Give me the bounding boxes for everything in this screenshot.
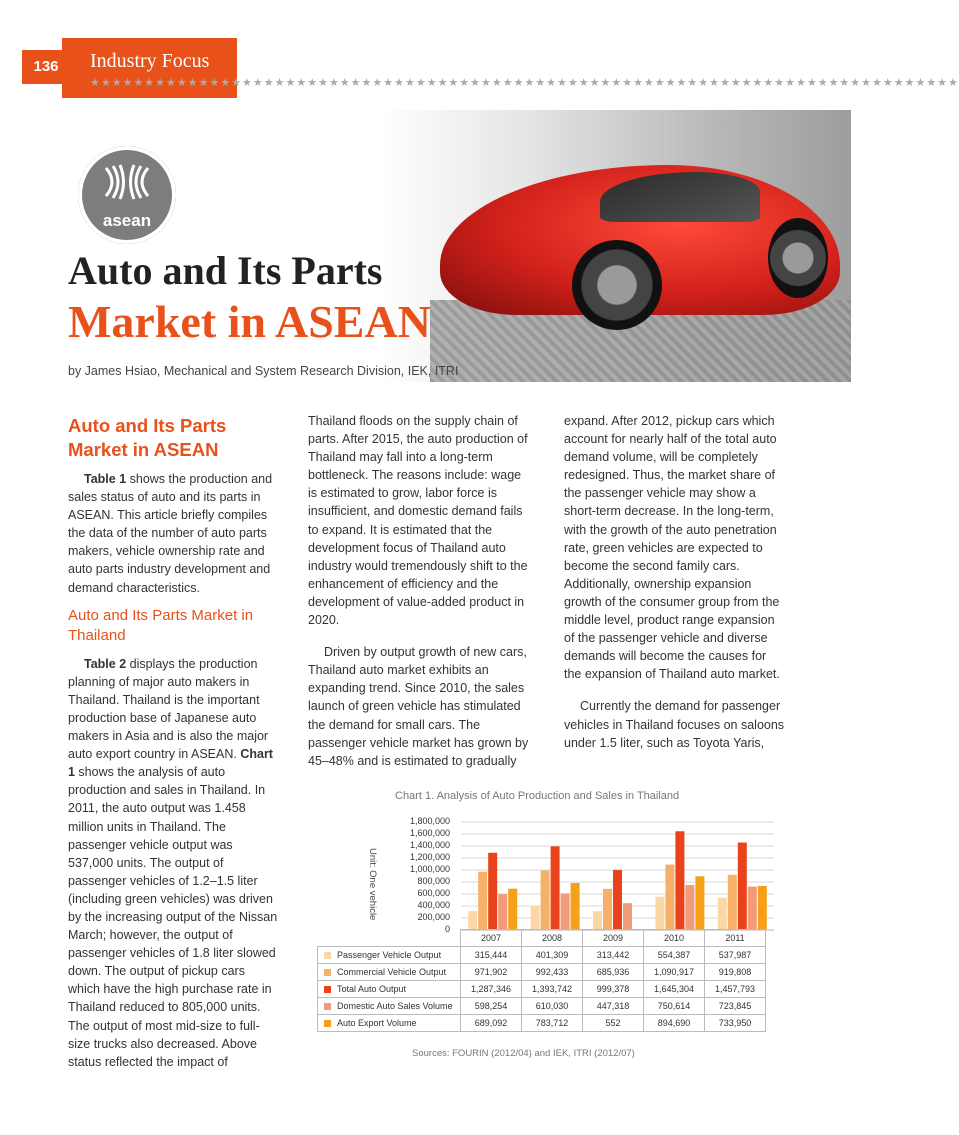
bar-commercial-vehicle-output-2007 [478, 872, 487, 930]
data-label: 999,378 [583, 981, 644, 998]
section-heading: Auto and Its Parts Market in ASEAN [68, 415, 227, 460]
data-label: 919,808 [705, 964, 766, 981]
bar-commercial-vehicle-output-2011 [728, 875, 737, 930]
table-row [318, 981, 766, 998]
paragraph: Table 1 shows the production and sales status of auto and its parts in ASEAN. This article briefly compiles the data of the number of auto parts makers, vehicle ownership rate and auto parts industry development and demand characteristics. [68, 472, 273, 595]
x-tick-label: 2011 [705, 930, 766, 947]
bar-passenger-vehicle-output-2007 [468, 911, 477, 930]
data-label: 1,393,742 [522, 981, 583, 998]
bar-passenger-vehicle-output-2008 [531, 906, 540, 930]
data-label: 971,902 [461, 964, 522, 981]
star-divider: ★★★★★★★★★★★★★★★★★★★★★★★★★★★★★★★★★★★★★★★★★★★★★★★★★★★★★★★★★★★★★★★★★★★★★★★★★★★★★★★★ [90, 77, 959, 89]
data-label: 401,309 [522, 947, 583, 964]
bar-total-auto-output-2010 [675, 831, 684, 930]
article-title-line2: Market in ASEAN [68, 296, 431, 347]
data-label: 1,645,304 [644, 981, 705, 998]
data-label: 315,444 [461, 947, 522, 964]
data-label: 313,442 [583, 947, 644, 964]
data-label: 723,845 [705, 998, 766, 1015]
table-row [318, 998, 766, 1015]
data-label: 894,690 [644, 1015, 705, 1032]
y-axis-label: Unit: One vehicle [367, 848, 378, 921]
legend-label: Auto Export Volume [337, 1018, 417, 1028]
paragraph: Currently the demand for passenger vehicles in Thailand focuses on saloons under 1.5 liter, such as Toyota Yaris, [564, 699, 785, 750]
y-tick-label: 400,000 [417, 900, 450, 910]
legend-swatch [324, 986, 331, 993]
table-row [318, 1015, 766, 1032]
bar-domestic-auto-sales-volume-2007 [498, 894, 507, 930]
byline: by James Hsiao, Mechanical and System Research Division, IEK, ITRI [68, 364, 459, 378]
data-label: 992,433 [522, 964, 583, 981]
bar-auto-export-volume-2010 [695, 876, 704, 930]
article-title-line1: Auto and Its Parts [68, 248, 383, 293]
y-tick-label: 200,000 [417, 912, 450, 922]
legend-swatch [324, 1020, 331, 1027]
column-1 [68, 414, 280, 1071]
data-label: 447,318 [583, 998, 644, 1015]
table-row [318, 964, 766, 981]
chart-sources: Sources: FOURIN (2012/04) and IEK, ITRI (2012/07) [412, 1048, 635, 1059]
bar-passenger-vehicle-output-2009 [593, 911, 602, 930]
subsection-heading: Auto and Its Parts Market in Thailand [68, 606, 254, 645]
bar-domestic-auto-sales-volume-2011 [748, 887, 757, 930]
data-label: 733,950 [705, 1015, 766, 1032]
bar-commercial-vehicle-output-2008 [541, 870, 550, 930]
car-wheel-rear [768, 218, 828, 298]
paragraph: Thailand floods on the supply chain of parts. After 2015, the auto production of Thailand may fall into a long-term bottleneck. The reasons include: wage is estimated to grow, labor force is insufficient, and domestic demand fails to expand. It is estimated that the development focus of Thailand auto industry would tremendously shift to the enhancement of efficiency and the development of value-added product in 2020. [308, 414, 528, 628]
bar-auto-export-volume-2011 [758, 886, 767, 930]
legend-label: Passenger Vehicle Output [337, 950, 442, 960]
bar-chart [462, 820, 774, 930]
legend-label: Commercial Vehicle Output [337, 967, 447, 977]
y-tick-label: 600,000 [417, 888, 450, 898]
data-label: 750,614 [644, 998, 705, 1015]
bar-passenger-vehicle-output-2011 [718, 898, 727, 930]
paragraph: Table 2 displays the production planning of major auto makers in Thailand. Thailand is the important production base of Japanese auto makers in Asia and is also the major auto export country in ASEAN. Chart 1 shows the analysis of auto production and sales in Thailand. In 2011, the auto output was 1.458 million units in Thailand. The passenger vehicle output was 537,000 units. The output of passenger vehicles of 1.2–1.5 liter (including green vehicles) was driven by the increasing output of the Nissan March; however, the output of passenger vehicles of 1.8 liter slowed down. The output of pickup cars which have the high purchase rate in Thailand reduced to 805,000 units. The output of most mid-size to full-size trucks also decreased. Above status reflected the impact of [68, 656, 278, 1069]
data-label: 552 [583, 1015, 644, 1032]
y-tick-label: 1,000,000 [409, 864, 450, 874]
data-label: 685,936 [583, 964, 644, 981]
bar-commercial-vehicle-output-2010 [665, 865, 674, 930]
table-row [318, 947, 766, 964]
bar-commercial-vehicle-output-2009 [603, 889, 612, 930]
data-label: 1,457,793 [705, 981, 766, 998]
legend-label: Total Auto Output [337, 984, 407, 994]
bar-auto-export-volume-2008 [571, 883, 580, 930]
data-label: 1,090,917 [644, 964, 705, 981]
y-tick-label: 1,200,000 [409, 852, 450, 862]
bar-total-auto-output-2011 [738, 843, 747, 930]
paragraph: expand. After 2012, pickup cars which account for nearly half of the total auto demand volume, will be completely redesigned. Thus, the market share of the passenger vehicle may show a short-term decrease. In the long-term, with the growth of the auto penetration rate, green vehicles are expected to become the second family cars. Additionally, ownership expansion growth of the consumer group from the middle level, product range expansion of the passenger vehicle and diverse demands will become the causes for the expansion of Thailand auto market. [564, 414, 780, 682]
section-label: Industry Focus [90, 50, 210, 72]
data-label: 689,092 [461, 1015, 522, 1032]
data-label: 537,987 [705, 947, 766, 964]
legend-swatch [324, 1003, 331, 1010]
y-tick-label: 1,400,000 [409, 840, 450, 850]
bar-domestic-auto-sales-volume-2010 [685, 885, 694, 930]
legend-swatch [324, 969, 331, 976]
y-tick-label: 1,800,000 [409, 816, 450, 826]
x-tick-label: 2010 [644, 930, 705, 947]
bar-total-auto-output-2007 [488, 853, 497, 930]
x-tick-label: 2008 [522, 930, 583, 947]
column-3 [564, 412, 786, 752]
bar-passenger-vehicle-output-2010 [655, 897, 664, 930]
y-tick-label: 0 [444, 924, 450, 934]
bar-total-auto-output-2009 [613, 870, 622, 930]
column-2 [308, 412, 533, 770]
chart-title: Chart 1. Analysis of Auto Production and Sales in Thailand [395, 790, 680, 802]
legend-swatch [324, 952, 331, 959]
car-wheel-front [572, 240, 662, 330]
bar-auto-export-volume-2007 [508, 889, 517, 930]
page-number: 136 [22, 50, 70, 84]
data-label: 598,254 [461, 998, 522, 1015]
data-label: 783,712 [522, 1015, 583, 1032]
legend-label: Domestic Auto Sales Volume [337, 1001, 453, 1011]
x-tick-label: 2007 [461, 930, 522, 947]
asean-logo [78, 146, 176, 244]
section-tab [62, 38, 237, 98]
data-label: 610,030 [522, 998, 583, 1015]
logo-text: asean [102, 211, 152, 230]
bar-total-auto-output-2008 [551, 846, 560, 930]
data-label: 1,287,346 [461, 981, 522, 998]
bar-domestic-auto-sales-volume-2008 [561, 893, 570, 930]
y-tick-label: 800,000 [417, 876, 450, 886]
x-tick-label: 2009 [583, 930, 644, 947]
paragraph: Driven by output growth of new cars, Thailand auto market exhibits an expanding trend. Since 2010, the sales launch of green vehicle has stimulated the demand for small cars. The passenger vehicle market has grown by 45–48% and is estimated to gradually [308, 645, 529, 768]
chart-data-table [317, 929, 766, 1032]
y-tick-label: 1,600,000 [409, 828, 450, 838]
data-label: 554,387 [644, 947, 705, 964]
bar-domestic-auto-sales-volume-2009 [623, 903, 632, 930]
